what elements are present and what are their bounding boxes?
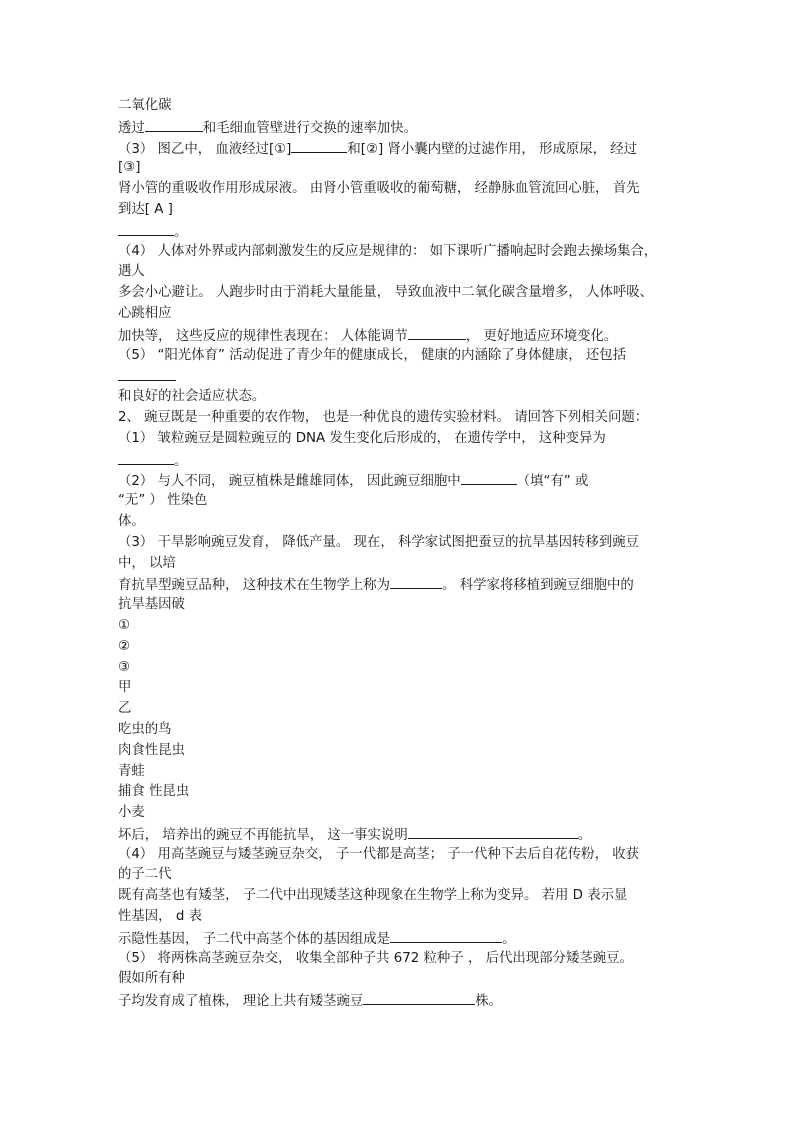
text-line: 二氧化碳 <box>118 98 172 113</box>
answer-blank[interactable] <box>390 574 442 589</box>
text-line: （2） 与人不同， 豌豆植株是雌雄同体， 因此豌豆细胞中 （填“有” 或 <box>118 470 688 491</box>
text-line: 育抗旱型豌豆品种， 这种技术在生物学上称为 。 科学家将移植到豌豆细胞中的 <box>118 574 688 595</box>
text-line: 中， 以培 <box>118 555 176 571</box>
text-line: ① <box>118 617 131 633</box>
text-line: 肉食性昆虫 <box>118 742 185 758</box>
text-line: （4） 人体对外界或内部刺激发生的反应是规律的： 如下课听广播响起时会跑去操场集合， <box>118 243 658 259</box>
answer-blank[interactable] <box>118 366 176 381</box>
text-line: 2、 豌豆既是一种重要的农作物， 也是一种优良的遗传实验材料。 请回答下列相关问题： <box>118 409 649 425</box>
text-line: （3） 干旱影响豌豆发育， 降低产量。 现在， 科学家试图把蚕豆的抗旱基因转移到豌豆 <box>118 534 639 550</box>
text-line: [③] <box>118 160 141 176</box>
document-page <box>118 96 688 1011</box>
text-line: 透过 和毛细血管壁进行交换的速率加快。 <box>118 117 688 138</box>
text-line: （5） 将两株高茎豌豆杂交， 收集全部种子共 672 粒种子 ， 后代出现部分矮茎豌豆。 <box>118 950 633 966</box>
text-line: （1） 皱粒豌豆是圆粒豌豆的 DNA 发生变化后形成的， 在遗传学中， 这种变异为 <box>118 430 606 446</box>
text-line: 假如所有种 <box>118 971 185 987</box>
text-line: （4） 用高茎豌豆与矮茎豌豆杂交， 子一代都是高茎； 子一代种下去后自花传粉， 收获 <box>118 846 639 862</box>
text-line: 性基因， d 表 <box>118 909 202 925</box>
answer-blank[interactable] <box>291 138 347 153</box>
answer-blank[interactable] <box>408 824 578 839</box>
text-line: 和良好的社会适应状态。 <box>118 389 266 405</box>
text-line: 示隐性基因， 子二代中高茎个体的基因组成是 。 <box>118 928 688 949</box>
text-line: “无” ） 性染色 <box>118 493 208 509</box>
answer-blank[interactable] <box>363 990 475 1005</box>
text-line: 。 <box>118 450 688 471</box>
text-line: 捕食 性昆虫 <box>118 784 190 800</box>
text-line: 的子二代 <box>118 867 172 883</box>
text-line: 吃虫的鸟 <box>118 721 172 737</box>
text-line: （5） “阳光体育” 活动促进了青少年的健康成长， 健康的内涵除了身体健康， 还包括 <box>118 347 627 363</box>
text-line: ② <box>118 638 131 654</box>
text-line: 。 <box>118 221 688 242</box>
text-line: 甲 <box>118 680 132 696</box>
text-line: 乙 <box>118 701 132 717</box>
text-line: 遇人 <box>118 264 145 280</box>
text-line: （3） 图乙中， 血液经过[①] 和[②] 肾小囊内壁的过滤作用， 形成原尿， 经过 <box>118 138 688 159</box>
text-line: 体。 <box>118 513 145 529</box>
text-line: 抗旱基因破 <box>118 597 185 613</box>
text-line: 多会小心避让。 人跑步时由于消耗大量能量， 导致血液中二氧化碳含量增多， 人体呼吸、 <box>118 285 654 301</box>
text-line: 小麦 <box>118 805 145 821</box>
text-line: 既有高茎也有矮茎， 子二代中出现矮茎这种现象在生物学上称为变异。 若用 D 表示显 <box>118 888 628 904</box>
text-line: 子均发育成了植株， 理论上共有矮茎豌豆 株。 <box>118 990 688 1011</box>
answer-blank[interactable] <box>408 325 466 340</box>
text-line: 肾小管的重吸收作用形成尿液。 由肾小管重吸收的葡萄糖， 经静脉血管流回心脏， 首先 <box>118 181 640 197</box>
answer-blank[interactable] <box>390 928 502 943</box>
text-line <box>118 366 688 387</box>
text-line: ③ <box>118 659 131 675</box>
answer-blank[interactable] <box>461 470 517 485</box>
text-line: 心跳相应 <box>118 305 172 321</box>
answer-blank[interactable] <box>118 221 174 236</box>
answer-blank[interactable] <box>118 450 174 465</box>
text-line: 坏后， 培养出的豌豆不再能抗旱， 这一事实说明 。 <box>118 824 688 845</box>
text-line: 加快等， 这些反应的规律性表现在： 人体能调节 ， 更好地适应环境变化。 <box>118 325 688 346</box>
answer-blank[interactable] <box>145 117 203 132</box>
text-line: 青蛙 <box>118 763 145 779</box>
text-line: 到达[ A ] <box>118 201 173 217</box>
